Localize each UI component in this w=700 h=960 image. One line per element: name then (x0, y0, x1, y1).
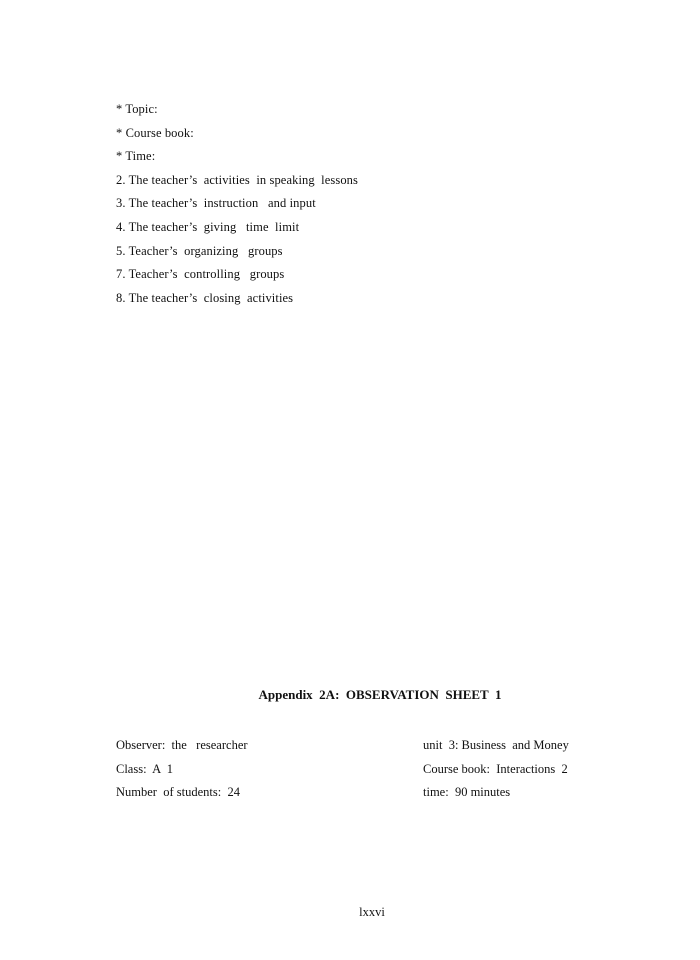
observer-line: Observer: the researcher (116, 738, 248, 752)
observation-items-list (116, 98, 358, 310)
class-line: Class: A 1 (116, 761, 173, 776)
list-item-time: * Time: (116, 149, 156, 164)
list-item-closing-activities: 8. The teacher’s closing activities (116, 290, 294, 305)
list-item-teacher-activities: 2. The teacher’s activities in speaking lessons (116, 172, 358, 187)
observation-details-left (116, 734, 248, 805)
list-item-teacher-instruction: 3. The teacher’s instruction and input (116, 196, 316, 211)
list-item-time-limit: 4. The teacher’s giving time limit (116, 219, 300, 234)
list-item-organizing-groups: 5. Teacher’s organizing groups (116, 243, 283, 258)
students-line: Number of students: 24 (116, 785, 240, 800)
unit-line: unit 3: Business and Money (423, 738, 569, 752)
list-item-controlling-groups: 7. Teacher’s controlling groups (116, 267, 285, 282)
list-item-course-book: * Course book: (116, 125, 194, 140)
observation-details-right (423, 734, 569, 805)
page-number: lxxvi (359, 905, 385, 919)
course-book-line: Course book: Interactions 2 (423, 761, 568, 776)
time-line: time: 90 minutes (423, 785, 511, 800)
appendix-title: Appendix 2A: OBSERVATION SHEET 1 (258, 687, 502, 702)
list-item-topic: * Topic: (116, 102, 158, 116)
